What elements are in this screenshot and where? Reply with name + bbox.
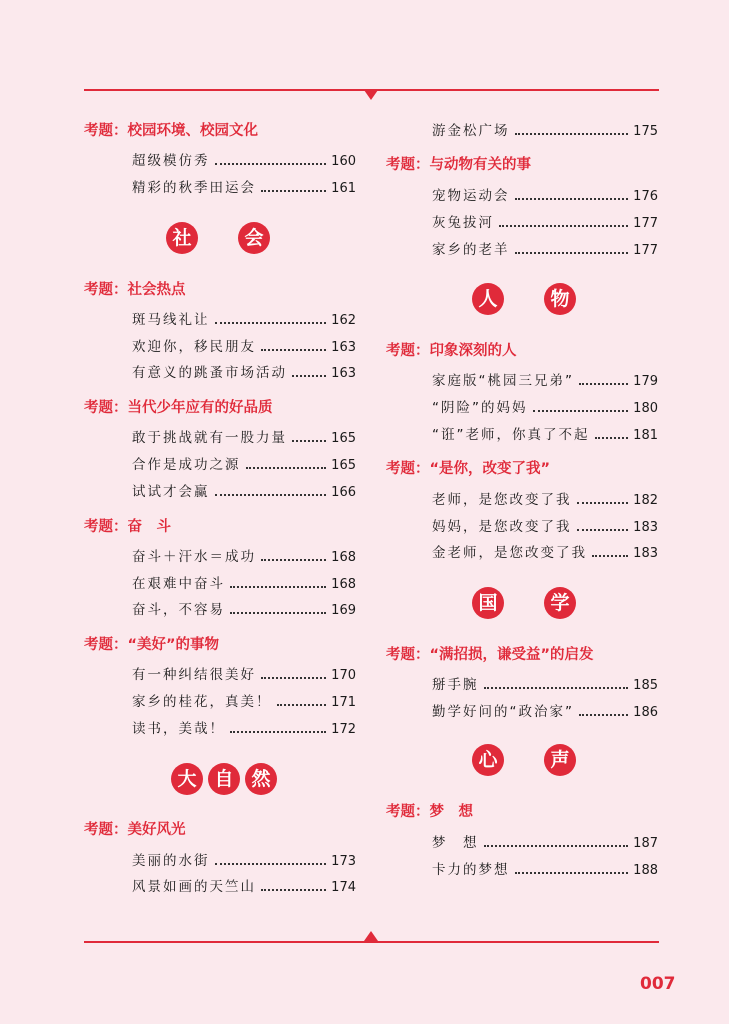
toc-entry[interactable]: [132, 547, 356, 568]
section-char: 心: [472, 744, 504, 776]
toc-entry[interactable]: [132, 877, 356, 898]
section-char: 会: [238, 222, 270, 254]
entry-title: 奋斗，不容易: [132, 602, 225, 618]
entry-title: 梦 想: [432, 835, 479, 851]
leader-dots: [230, 586, 326, 588]
toc-entry[interactable]: [432, 121, 658, 142]
entry-page: 188: [633, 863, 658, 878]
leader-dots: [515, 872, 629, 874]
topic-heading: 考题：当代少年应有的好品质: [84, 400, 273, 416]
toc-entry[interactable]: [432, 425, 658, 446]
section-badge-nature: [171, 763, 277, 795]
entry-page: 169: [331, 603, 356, 618]
entry-page: 181: [633, 428, 658, 443]
toc-entry[interactable]: [432, 240, 658, 261]
entry-page: 166: [331, 485, 356, 500]
entry-page: 170: [331, 668, 356, 683]
entry-title: 试试才会赢: [132, 484, 210, 500]
toc-entry[interactable]: [132, 310, 356, 331]
entry-page: 168: [331, 577, 356, 592]
section-char: 人: [472, 283, 504, 315]
topic-heading: 考题：“美好”的事物: [84, 637, 220, 653]
leader-dots: [261, 677, 326, 679]
entry-page: 183: [633, 520, 658, 535]
leader-dots: [261, 889, 326, 891]
toc-entry[interactable]: [432, 517, 658, 538]
topic-heading: 考题：印象深刻的人: [386, 343, 517, 359]
leader-dots: [261, 559, 326, 561]
section-char: 学: [544, 587, 576, 619]
leader-dots: [292, 440, 326, 442]
entry-title: 精彩的秋季田运会: [132, 180, 256, 196]
toc-entry[interactable]: [132, 574, 356, 595]
entry-page: 176: [633, 189, 658, 204]
bottom-triangle-marker: [364, 931, 378, 941]
section-char: 国: [472, 587, 504, 619]
entry-page: 163: [331, 366, 356, 381]
leader-dots: [215, 863, 327, 865]
entry-title: 敢于挑战就有一股力量: [132, 430, 287, 446]
toc-entry[interactable]: [432, 543, 658, 564]
topic-heading: 考题：社会热点: [84, 282, 186, 298]
leader-dots: [484, 845, 629, 847]
leader-dots: [595, 437, 629, 439]
leader-dots: [577, 529, 629, 531]
entry-page: 174: [331, 880, 356, 895]
entry-page: 173: [331, 854, 356, 869]
entry-page: 182: [633, 493, 658, 508]
entry-page: 168: [331, 550, 356, 565]
section-char: 物: [544, 283, 576, 315]
toc-entry[interactable]: [132, 428, 356, 449]
top-triangle-marker: [364, 90, 378, 100]
toc-entry[interactable]: [432, 490, 658, 511]
toc-entry[interactable]: [432, 833, 658, 854]
entry-title: 有意义的跳蚤市场活动: [132, 365, 287, 381]
page-number: 007: [640, 974, 676, 994]
leader-dots: [592, 555, 628, 557]
toc-entry[interactable]: [432, 860, 658, 881]
entry-title: 斑马线礼让: [132, 312, 210, 328]
entry-title: 宠物运动会: [432, 188, 510, 204]
toc-entry[interactable]: [432, 213, 658, 234]
entry-title: 在艰难中奋斗: [132, 576, 225, 592]
leader-dots: [215, 322, 327, 324]
entry-title: 掰手腕: [432, 677, 479, 693]
leader-dots: [515, 252, 629, 254]
leader-dots: [215, 163, 327, 165]
section-char: 社: [166, 222, 198, 254]
toc-entry[interactable]: [132, 178, 356, 199]
leader-dots: [579, 714, 628, 716]
entry-title: “诳”老师，你真了不起: [432, 427, 590, 443]
toc-entry[interactable]: [432, 371, 658, 392]
toc-entry[interactable]: [132, 482, 356, 503]
entry-title: 妈妈，是您改变了我: [432, 519, 572, 535]
entry-page: 172: [331, 722, 356, 737]
entry-title: 读书，美哉！: [132, 721, 225, 737]
toc-entry[interactable]: [432, 675, 658, 696]
entry-title: 奋斗＋汗水＝成功: [132, 549, 256, 565]
leader-dots: [499, 225, 628, 227]
section-char: 大: [171, 763, 203, 795]
entry-page: 177: [633, 243, 658, 258]
toc-entry[interactable]: [132, 851, 356, 872]
section-badge-society: [166, 222, 270, 254]
leader-dots: [230, 731, 326, 733]
section-badge-guoxue: [472, 587, 576, 619]
entry-title: 美丽的水街: [132, 853, 210, 869]
entry-page: 162: [331, 313, 356, 328]
toc-entry[interactable]: [132, 692, 356, 713]
section-badge-people: [472, 283, 576, 315]
entry-page: 179: [633, 374, 658, 389]
topic-heading: 考题：奋 斗: [84, 519, 171, 535]
toc-entry[interactable]: [132, 337, 356, 358]
topic-heading: 考题：“满招损，谦受益”的启发: [386, 647, 594, 663]
entry-title: 家乡的桂花，真美！: [132, 694, 272, 710]
toc-entry[interactable]: [432, 398, 658, 419]
entry-title: 家庭版“桃园三兄弟”: [432, 373, 574, 389]
entry-page: 185: [633, 678, 658, 693]
entry-page: 187: [633, 836, 658, 851]
entry-title: 超级模仿秀: [132, 153, 210, 169]
leader-dots: [215, 494, 327, 496]
topic-heading: 考题：校园环境、校园文化: [84, 123, 258, 139]
topic-heading: 考题：美好风光: [84, 822, 186, 838]
toc-entry[interactable]: [432, 186, 658, 207]
entry-page: 186: [633, 705, 658, 720]
entry-page: 175: [633, 124, 658, 139]
entry-title: 风景如画的天竺山: [132, 879, 256, 895]
section-char: 自: [208, 763, 240, 795]
entry-page: 165: [331, 431, 356, 446]
topic-heading: 考题：梦 想: [386, 804, 473, 820]
entry-page: 183: [633, 546, 658, 561]
entry-page: 180: [633, 401, 658, 416]
entry-page: 177: [633, 216, 658, 231]
leader-dots: [579, 383, 628, 385]
entry-title: 合作是成功之源: [132, 457, 241, 473]
leader-dots: [292, 375, 326, 377]
entry-title: 有一种纠结很美好: [132, 667, 256, 683]
leader-dots: [230, 612, 326, 614]
bottom-rule: [84, 941, 659, 943]
section-char: 然: [245, 763, 277, 795]
entry-page: 161: [331, 181, 356, 196]
entry-title: 游金松广场: [432, 123, 510, 139]
leader-dots: [246, 467, 327, 469]
entry-title: 勤学好问的“政治家”: [432, 704, 574, 720]
entry-title: “阴险”的妈妈: [432, 400, 528, 416]
entry-title: 欢迎你，移民朋友: [132, 339, 256, 355]
leader-dots: [261, 349, 326, 351]
entry-page: 165: [331, 458, 356, 473]
leader-dots: [484, 687, 629, 689]
entry-title: 金老师，是您改变了我: [432, 545, 587, 561]
entry-page: 171: [331, 695, 356, 710]
leader-dots: [261, 190, 326, 192]
section-badge-voice: [472, 744, 576, 776]
entry-title: 灰兔拔河: [432, 215, 494, 231]
toc-entry[interactable]: [132, 665, 356, 686]
entry-page: 160: [331, 154, 356, 169]
leader-dots: [515, 198, 629, 200]
entry-title: 家乡的老羊: [432, 242, 510, 258]
leader-dots: [577, 502, 629, 504]
toc-entry[interactable]: [132, 151, 356, 172]
section-char: 声: [544, 744, 576, 776]
entry-page: 163: [331, 340, 356, 355]
entry-title: 卡力的梦想: [432, 862, 510, 878]
toc-entry[interactable]: [132, 455, 356, 476]
leader-dots: [515, 133, 629, 135]
toc-entry[interactable]: [132, 600, 356, 621]
toc-entry[interactable]: [132, 719, 356, 740]
toc-entry[interactable]: [132, 363, 356, 384]
leader-dots: [277, 704, 327, 706]
toc-entry[interactable]: [432, 702, 658, 723]
topic-heading: 考题：“是你，改变了我”: [386, 461, 551, 477]
topic-heading: 考题：与动物有关的事: [386, 157, 531, 173]
entry-title: 老师，是您改变了我: [432, 492, 572, 508]
leader-dots: [533, 410, 629, 412]
